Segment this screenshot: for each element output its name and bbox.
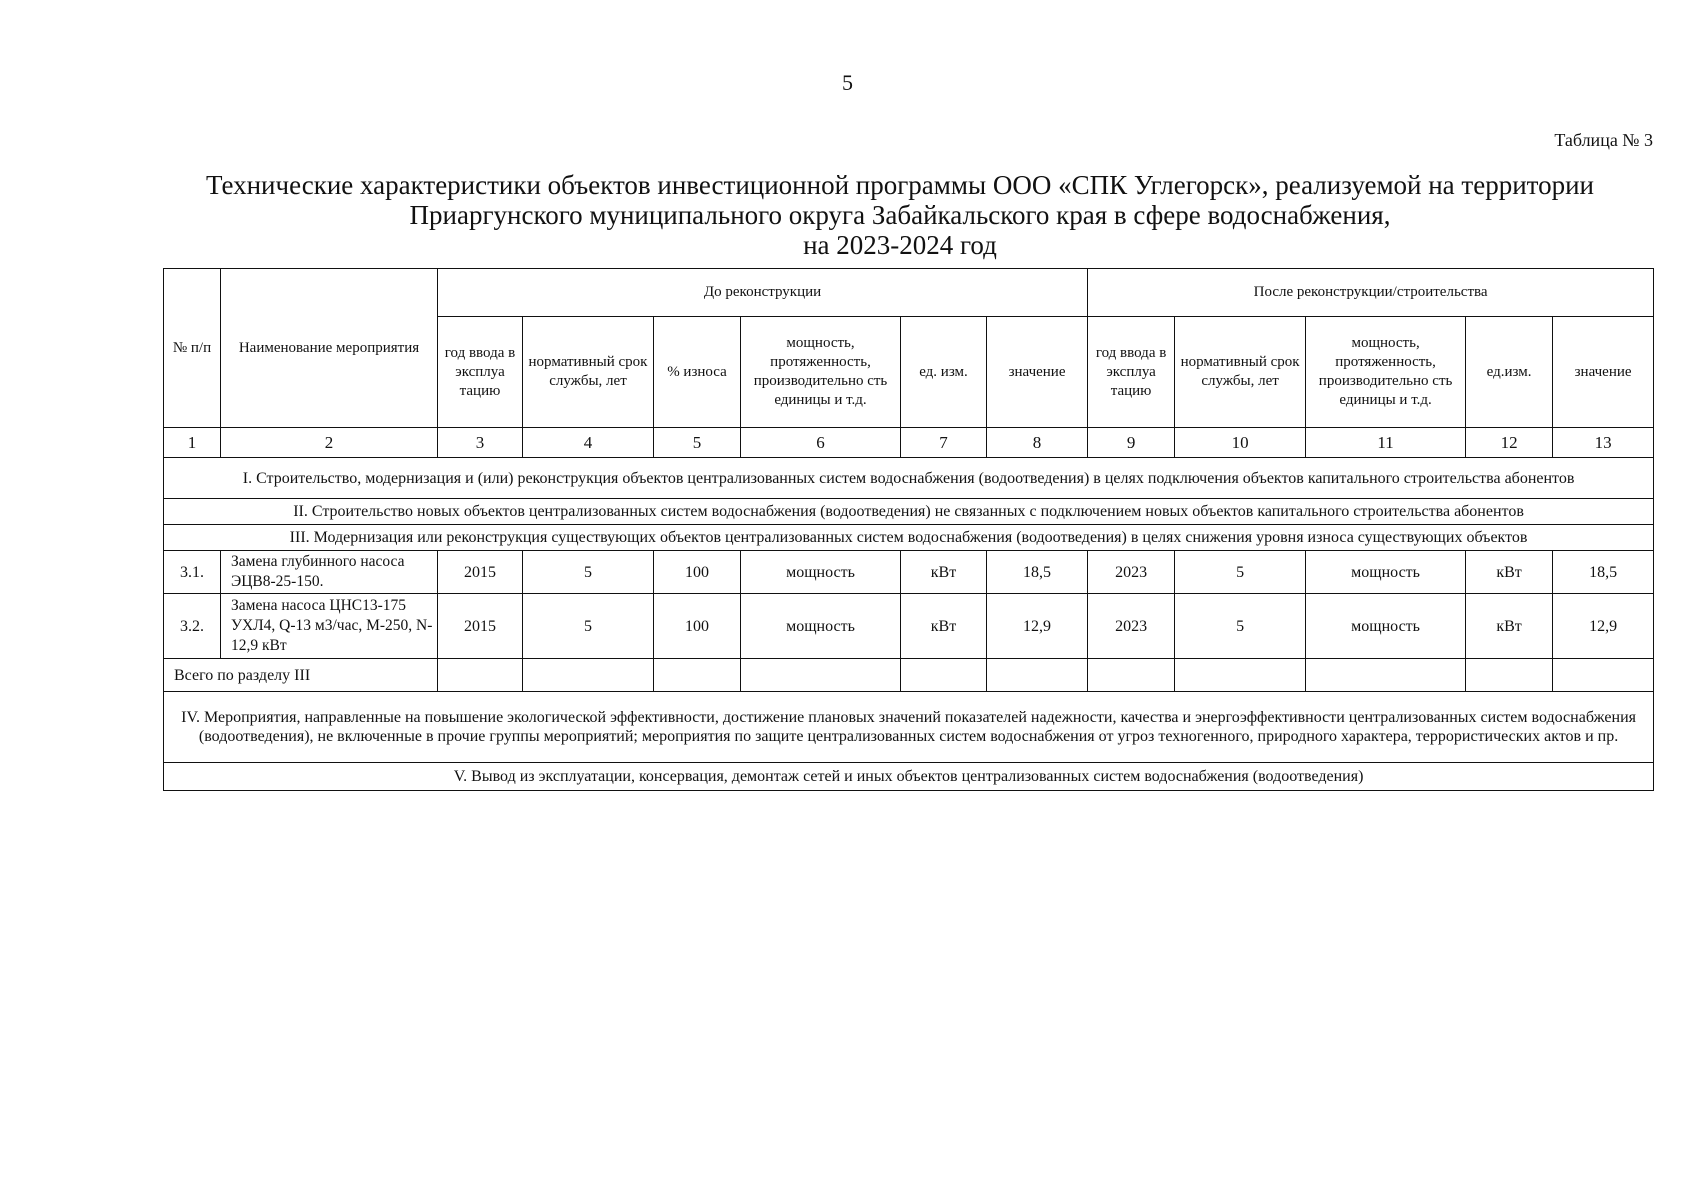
column-number: 13 [1553,428,1654,458]
page-number: 5 [842,70,853,95]
row-service-after: 5 [1175,594,1306,659]
characteristics-table [163,268,1654,791]
row-value-before: 12,9 [987,594,1088,659]
column-number: 4 [523,428,654,458]
title-line-3: на 2023-2024 год [803,230,997,260]
header-unit-after: ед.изм. [1466,317,1553,428]
row-year-after: 2023 [1088,551,1175,594]
header-service-after: нормативный срок службы, лет [1175,317,1306,428]
header-capacity-after: мощность, протяженность, производительно сть единицы и т.д. [1306,317,1466,428]
section-3-heading: III. Модернизация или реконструкция существующих объектов централизованных систем водоснабжения (водоотведения) в целях снижения уровня износа существующих объектов [164,525,1654,551]
row-service-before: 5 [523,594,654,659]
column-number: 11 [1306,428,1466,458]
header-value-after: значение [1553,317,1654,428]
row-unit-after: кВт [1466,594,1553,659]
column-number: 6 [741,428,901,458]
table-label: Таблица № 3 [1554,130,1653,150]
section-4-heading: IV. Мероприятия, направленные на повышение экологической эффективности, достижение плановых значений показателей надежности, качества и энергоэффективности централизованных систем водоснабжения (водоотведения), не включенные в прочие группы мероприятий; мероприятия по защите централизованных систем водоснабжения от угроз техногенного, природного характера, террористических актов и пр. [164,692,1654,763]
title-line-1: Технические характеристики объектов инвестиционной программы ООО «СПК Углегорск», реализуемой на территории [206,170,1594,200]
row-capacity-before: мощность [741,594,901,659]
section-2-heading: II. Строительство новых объектов централизованных систем водоснабжения (водоотведения) не связанных с подключением новых объектов капитального строительства абонентов [164,499,1654,525]
row-year-after: 2023 [1088,594,1175,659]
column-number: 5 [654,428,741,458]
total-cell [1175,659,1306,692]
header-num: № п/п [164,269,221,428]
total-cell [1466,659,1553,692]
row-unit-after: кВт [1466,551,1553,594]
header-capacity-before: мощность, протяженность, производительно сть единицы и т.д. [741,317,901,428]
total-cell [987,659,1088,692]
document-title [150,170,1650,260]
total-cell [654,659,741,692]
row-year-before: 2015 [438,594,523,659]
section-1-heading: I. Строительство, модернизация и (или) реконструкция объектов централизованных систем водоснабжения (водоотведения) в целях подключения объектов капитального строительства абонентов [164,458,1654,499]
column-number: 2 [221,428,438,458]
header-value-before: значение [987,317,1088,428]
column-number: 9 [1088,428,1175,458]
row-num: 3.2. [164,594,221,659]
header-year-after: год ввода в эксплуа тацию [1088,317,1175,428]
header-service-before: нормативный срок службы, лет [523,317,654,428]
header-year-before: год ввода в эксплуа тацию [438,317,523,428]
table-row [164,551,1654,594]
header-after: После реконструкции/строительства [1088,269,1654,317]
row-service-before: 5 [523,551,654,594]
row-capacity-after: мощность [1306,551,1466,594]
column-number: 3 [438,428,523,458]
row-unit-before: кВт [901,594,987,659]
row-capacity-before: мощность [741,551,901,594]
column-number: 10 [1175,428,1306,458]
header-unit-before: ед. изм. [901,317,987,428]
total-cell [523,659,654,692]
row-num: 3.1. [164,551,221,594]
row-value-before: 18,5 [987,551,1088,594]
row-value-after: 18,5 [1553,551,1654,594]
row-wear: 100 [654,551,741,594]
title-line-2: Приаргунского муниципального округа Забайкальского края в сфере водоснабжения, [409,200,1391,230]
total-label: Всего по разделу III [164,659,438,692]
row-year-before: 2015 [438,551,523,594]
row-wear: 100 [654,594,741,659]
header-wear: % износа [654,317,741,428]
row-capacity-after: мощность [1306,594,1466,659]
table-row [164,594,1654,659]
total-cell [1088,659,1175,692]
total-cell [741,659,901,692]
column-number: 12 [1466,428,1553,458]
row-unit-before: кВт [901,551,987,594]
row-service-after: 5 [1175,551,1306,594]
total-cell [901,659,987,692]
row-name: Замена насоса ЦНС13-175 УХЛ4, Q-13 м3/час, М-250, N-12,9 кВт [221,594,438,659]
column-number: 1 [164,428,221,458]
total-cell [1553,659,1654,692]
section-5-heading: V. Вывод из эксплуатации, консервация, демонтаж сетей и иных объектов централизованных систем водоснабжения (водоотведения) [164,763,1654,791]
total-cell [1306,659,1466,692]
row-value-after: 12,9 [1553,594,1654,659]
column-number: 8 [987,428,1088,458]
row-name: Замена глубинного насоса ЭЦВ8-25-150. [221,551,438,594]
column-number: 7 [901,428,987,458]
total-cell [438,659,523,692]
total-row [164,659,1654,692]
header-before: До реконструкции [438,269,1088,317]
header-name: Наименование мероприятия [221,269,438,428]
